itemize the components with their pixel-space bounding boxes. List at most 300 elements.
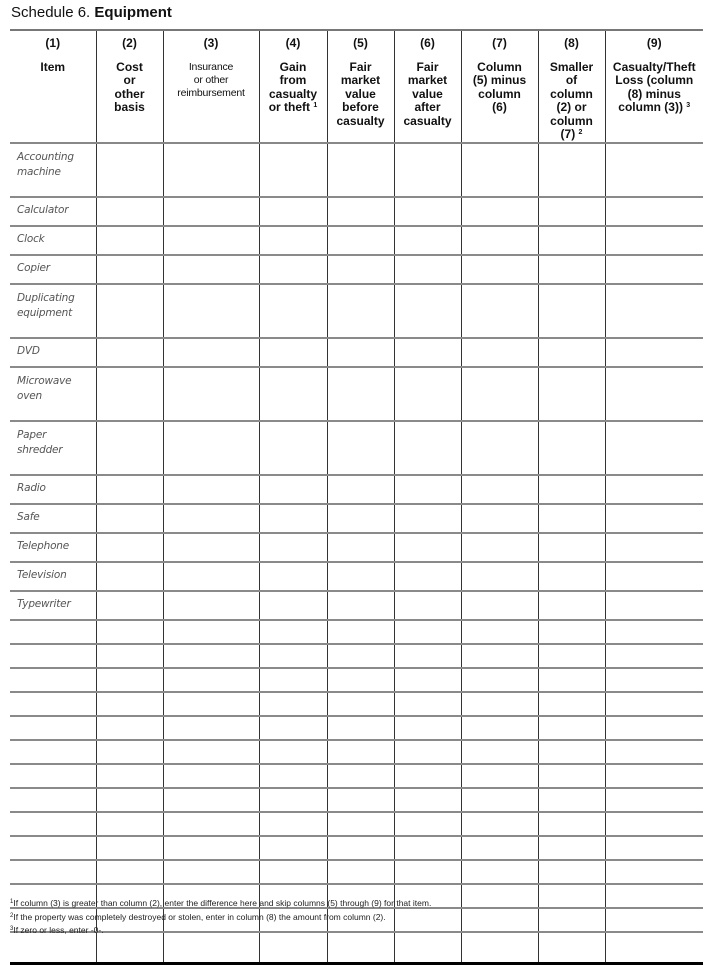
footnote-text: If the property was completely destroyed or stolen, enter in column (8) the amount from column (2). [13,911,386,922]
col-header-smaller [538,30,605,143]
entry-cell[interactable] [163,836,259,860]
entry-cell[interactable] [259,591,327,620]
entry-cell[interactable] [10,836,96,860]
entry-cell[interactable] [605,475,703,504]
entry-cell[interactable] [394,504,461,533]
entry-cell[interactable] [259,860,327,884]
item-cell [10,255,96,284]
entry-cell[interactable] [394,284,461,338]
item-label: Radio [17,481,46,494]
entry-cell[interactable] [538,367,605,421]
blank-row [10,788,703,812]
item-cell [10,367,96,421]
entry-cell[interactable] [259,197,327,226]
entry-cell[interactable] [394,860,461,884]
entry-cell[interactable] [461,255,538,284]
entry-cell[interactable] [538,884,605,908]
entry-cell[interactable] [605,692,703,716]
entry-cell[interactable] [327,836,394,860]
entry-cell[interactable] [96,255,163,284]
item-label-line2: shredder [17,443,63,456]
entry-cell[interactable] [605,788,703,812]
item-label-line2: oven [17,389,42,402]
col-header-insurance [163,30,259,143]
entry-cell[interactable] [259,284,327,338]
item-label: DVD [17,344,40,357]
blank-row [10,764,703,788]
entry-cell[interactable] [605,367,703,421]
col-label: Column (5) minus column (6) [472,59,527,114]
entry-cell[interactable] [96,740,163,764]
entry-cell[interactable] [163,788,259,812]
entry-cell[interactable] [538,620,605,644]
entry-cell[interactable] [259,716,327,740]
entry-cell[interactable] [96,836,163,860]
entry-cell[interactable] [163,367,259,421]
entry-cell[interactable] [461,932,538,964]
entry-cell[interactable] [461,644,538,668]
col-number: (6) [420,36,435,50]
item-label: Duplicating [17,291,75,304]
entry-cell[interactable] [538,908,605,932]
entry-cell[interactable] [461,562,538,591]
entry-cell[interactable] [327,740,394,764]
entry-cell[interactable] [163,812,259,836]
entry-cell[interactable] [461,504,538,533]
entry-cell[interactable] [461,620,538,644]
entry-cell[interactable] [96,716,163,740]
entry-cell[interactable] [96,533,163,562]
footnote-1 [10,897,431,911]
entry-cell[interactable] [96,338,163,367]
entry-cell[interactable] [96,812,163,836]
entry-cell[interactable] [394,740,461,764]
entry-cell[interactable] [259,620,327,644]
item-label: Television [17,568,67,581]
entry-cell[interactable] [163,255,259,284]
table-row [10,284,703,338]
footnote-text: If zero or less, enter -0-. [13,925,104,935]
entry-cell[interactable] [259,226,327,255]
entry-cell[interactable] [461,591,538,620]
entry-cell[interactable] [605,836,703,860]
entry-cell[interactable] [605,716,703,740]
entry-cell[interactable] [605,197,703,226]
entry-cell[interactable] [605,562,703,591]
item-cell [10,504,96,533]
item-label: Clock [17,232,45,245]
blank-row [10,716,703,740]
entry-cell[interactable] [327,692,394,716]
entry-cell[interactable] [96,226,163,255]
entry-cell[interactable] [10,716,96,740]
entry-cell[interactable] [96,143,163,197]
footnote-mark: 1 [10,899,14,905]
entry-cell[interactable] [461,143,538,197]
col-label: Fair market value after casualty [403,59,452,128]
entry-cell[interactable] [163,644,259,668]
col-label: Insurance or other reimbursement [177,60,245,99]
blank-row [10,836,703,860]
entry-cell[interactable] [394,562,461,591]
entry-cell[interactable] [461,668,538,692]
entry-cell[interactable] [259,338,327,367]
col-label: Cost or other basis [114,59,145,114]
entry-cell[interactable] [10,860,96,884]
entry-cell[interactable] [394,197,461,226]
col-number: (1) [45,36,61,50]
entry-cell[interactable] [327,255,394,284]
table-row [10,255,703,284]
entry-cell[interactable] [394,644,461,668]
entry-cell[interactable] [327,338,394,367]
entry-cell[interactable] [259,836,327,860]
col-label: Gain from casualty or theft $^1$ [268,59,318,114]
item-label: Paper [17,428,47,441]
entry-cell[interactable] [10,788,96,812]
item-cell [10,591,96,620]
entry-cell[interactable] [461,764,538,788]
col-number: (5) [353,36,368,50]
entry-cell[interactable] [394,812,461,836]
entry-cell[interactable] [96,197,163,226]
entry-cell[interactable] [327,533,394,562]
entry-cell[interactable] [96,504,163,533]
entry-cell[interactable] [538,932,605,964]
schedule-prefix: Schedule 6. [11,4,95,21]
entry-cell[interactable] [96,764,163,788]
col-number: (2) [122,36,137,50]
entry-cell[interactable] [538,644,605,668]
table-row [10,591,703,620]
entry-cell[interactable] [605,932,703,964]
entry-cell[interactable] [394,836,461,860]
table-row [10,338,703,367]
table-row [10,504,703,533]
entry-cell[interactable] [163,740,259,764]
entry-cell[interactable] [327,812,394,836]
footnote-mark: 3 [686,102,691,109]
entry-cell[interactable] [605,740,703,764]
entry-cell[interactable] [259,812,327,836]
entry-cell[interactable] [538,788,605,812]
entry-cell[interactable] [538,692,605,716]
item-label: Safe [17,510,40,523]
entry-cell[interactable] [394,255,461,284]
entry-cell[interactable] [96,367,163,421]
entry-cell[interactable] [96,421,163,475]
equipment-table [10,29,703,965]
col-number: (3) [203,36,219,50]
col-header-item [10,30,96,143]
entry-cell[interactable] [163,764,259,788]
entry-cell[interactable] [163,421,259,475]
entry-cell[interactable] [259,143,327,197]
schedule-title [11,4,172,21]
table-row [10,562,703,591]
item-label-line2: equipment [17,306,73,319]
entry-cell[interactable] [461,716,538,740]
entry-cell[interactable] [394,668,461,692]
blank-row [10,860,703,884]
entry-cell[interactable] [605,284,703,338]
entry-cell[interactable] [327,591,394,620]
entry-cell[interactable] [538,562,605,591]
entry-cell[interactable] [461,284,538,338]
item-cell [10,226,96,255]
entry-cell[interactable] [10,740,96,764]
footnote-2 [10,911,431,925]
entry-cell[interactable] [461,533,538,562]
entry-cell[interactable] [327,197,394,226]
item-label: Copier [17,261,50,274]
footnote-text: If column (3) is greater than column (2), enter the difference here and skip columns (5) through (9) for that item. [13,898,432,908]
entry-cell[interactable] [327,475,394,504]
entry-cell[interactable] [394,226,461,255]
entry-cell[interactable] [163,338,259,367]
entry-cell[interactable] [394,143,461,197]
entry-cell[interactable] [538,255,605,284]
entry-cell[interactable] [10,812,96,836]
entry-cell[interactable] [259,367,327,421]
item-cell [10,338,96,367]
entry-cell[interactable] [327,367,394,421]
entry-cell[interactable] [96,620,163,644]
entry-cell[interactable] [327,644,394,668]
entry-cell[interactable] [96,475,163,504]
entry-cell[interactable] [259,788,327,812]
entry-cell[interactable] [259,533,327,562]
col-label: Smaller of column (2) or column (7) $^2$ [549,59,594,141]
entry-cell[interactable] [10,692,96,716]
entry-cell[interactable] [461,884,538,908]
entry-cell[interactable] [538,197,605,226]
entry-cell[interactable] [259,644,327,668]
entry-cell[interactable] [394,764,461,788]
entry-cell[interactable] [461,788,538,812]
footnote-mark: 2 [10,912,14,919]
item-label: Accounting [17,150,74,163]
entry-cell[interactable] [96,284,163,338]
entry-cell[interactable] [538,591,605,620]
footnotes [10,897,431,938]
entry-cell[interactable] [163,716,259,740]
entry-cell[interactable] [327,764,394,788]
entry-cell[interactable] [163,620,259,644]
entry-cell[interactable] [538,226,605,255]
entry-cell[interactable] [96,668,163,692]
blank-row [10,620,703,644]
entry-cell[interactable] [394,620,461,644]
item-label-line2: machine [17,165,61,178]
header-row [10,30,703,143]
entry-cell[interactable] [538,338,605,367]
footnote-mark: 2 [578,129,583,136]
entry-cell[interactable] [163,504,259,533]
item-label: Telephone [17,539,70,552]
table-row [10,367,703,421]
entry-cell[interactable] [10,764,96,788]
item-cell [10,421,96,475]
entry-cell[interactable] [461,226,538,255]
entry-cell[interactable] [259,562,327,591]
col-number: (8) [564,36,579,50]
entry-cell[interactable] [538,764,605,788]
col-header-fmv-after [394,30,461,143]
entry-cell[interactable] [10,644,96,668]
entry-cell[interactable] [163,226,259,255]
entry-cell[interactable] [394,716,461,740]
entry-cell[interactable] [394,692,461,716]
entry-cell[interactable] [538,812,605,836]
entry-cell[interactable] [327,226,394,255]
col-header-gain [259,30,327,143]
entry-cell[interactable] [605,644,703,668]
entry-cell[interactable] [605,421,703,475]
entry-cell[interactable] [163,475,259,504]
entry-cell[interactable] [163,284,259,338]
entry-cell[interactable] [538,740,605,764]
entry-cell[interactable] [259,421,327,475]
col-number: (7) [492,36,507,50]
entry-cell[interactable] [461,197,538,226]
table-row [10,197,703,226]
entry-cell[interactable] [259,692,327,716]
entry-cell[interactable] [605,812,703,836]
entry-cell[interactable] [605,533,703,562]
entry-cell[interactable] [394,591,461,620]
entry-cell[interactable] [327,504,394,533]
entry-cell[interactable] [538,284,605,338]
entry-cell[interactable] [461,740,538,764]
entry-cell[interactable] [538,504,605,533]
entry-cell[interactable] [327,668,394,692]
entry-cell[interactable] [259,668,327,692]
entry-cell[interactable] [605,764,703,788]
entry-cell[interactable] [394,421,461,475]
entry-cell[interactable] [163,562,259,591]
entry-cell[interactable] [461,367,538,421]
entry-cell[interactable] [461,812,538,836]
entry-cell[interactable] [327,421,394,475]
col-header-loss [605,30,703,143]
col-number: (4) [285,36,301,50]
entry-cell[interactable] [327,860,394,884]
entry-cell[interactable] [538,668,605,692]
entry-cell[interactable] [163,143,259,197]
col-header-fmv-before [327,30,394,143]
entry-cell[interactable] [461,475,538,504]
entry-cell[interactable] [605,668,703,692]
entry-cell[interactable] [163,692,259,716]
entry-cell[interactable] [10,668,96,692]
item-cell [10,533,96,562]
item-cell [10,197,96,226]
entry-cell[interactable] [461,836,538,860]
item-cell [10,143,96,197]
item-cell [10,475,96,504]
col-label: Casualty/Theft Loss (column (8) minus column (3)) $^3$ [612,59,696,114]
entry-cell[interactable] [461,692,538,716]
entry-cell[interactable] [259,255,327,284]
col-label: Item [40,59,66,74]
entry-cell[interactable] [461,860,538,884]
entry-cell[interactable] [10,620,96,644]
entry-cell[interactable] [605,338,703,367]
entry-cell[interactable] [327,284,394,338]
item-label: Microwave [17,374,72,387]
table-row [10,533,703,562]
entry-cell[interactable] [96,788,163,812]
entry-cell[interactable] [96,562,163,591]
entry-cell[interactable] [394,338,461,367]
entry-cell[interactable] [96,644,163,668]
blank-row [10,692,703,716]
entry-cell[interactable] [461,421,538,475]
entry-cell[interactable] [394,367,461,421]
entry-cell[interactable] [605,255,703,284]
entry-cell[interactable] [259,475,327,504]
table-row [10,226,703,255]
item-label: Typewriter [17,597,71,610]
entry-cell[interactable] [538,716,605,740]
footnote-mark: 3 [10,926,14,932]
entry-cell[interactable] [538,836,605,860]
entry-cell[interactable] [538,533,605,562]
entry-cell[interactable] [259,764,327,788]
entry-cell[interactable] [96,692,163,716]
entry-cell[interactable] [538,860,605,884]
entry-cell[interactable] [96,860,163,884]
entry-cell[interactable] [605,591,703,620]
entry-cell[interactable] [327,562,394,591]
entry-cell[interactable] [163,668,259,692]
entry-cell[interactable] [538,475,605,504]
entry-cell[interactable] [605,620,703,644]
entry-cell[interactable] [327,143,394,197]
entry-cell[interactable] [605,226,703,255]
entry-cell[interactable] [605,143,703,197]
entry-cell[interactable] [327,620,394,644]
entry-cell[interactable] [461,908,538,932]
blank-row [10,812,703,836]
entry-cell[interactable] [538,143,605,197]
entry-cell[interactable] [327,716,394,740]
entry-cell[interactable] [461,338,538,367]
entry-cell[interactable] [327,788,394,812]
table-row [10,143,703,197]
entry-cell[interactable] [96,591,163,620]
entry-cell[interactable] [538,421,605,475]
item-cell [10,284,96,338]
entry-cell[interactable] [605,884,703,908]
entry-cell[interactable] [605,908,703,932]
entry-cell[interactable] [605,504,703,533]
entry-cell[interactable] [394,475,461,504]
entry-cell[interactable] [394,788,461,812]
entry-cell[interactable] [259,504,327,533]
col-label: Fair market value before casualty [336,59,385,128]
entry-cell[interactable] [163,860,259,884]
entry-cell[interactable] [163,591,259,620]
entry-cell[interactable] [394,533,461,562]
table-row [10,475,703,504]
entry-cell[interactable] [163,533,259,562]
entry-cell[interactable] [259,740,327,764]
entry-cell[interactable] [163,197,259,226]
entry-cell[interactable] [605,860,703,884]
blank-row [10,740,703,764]
